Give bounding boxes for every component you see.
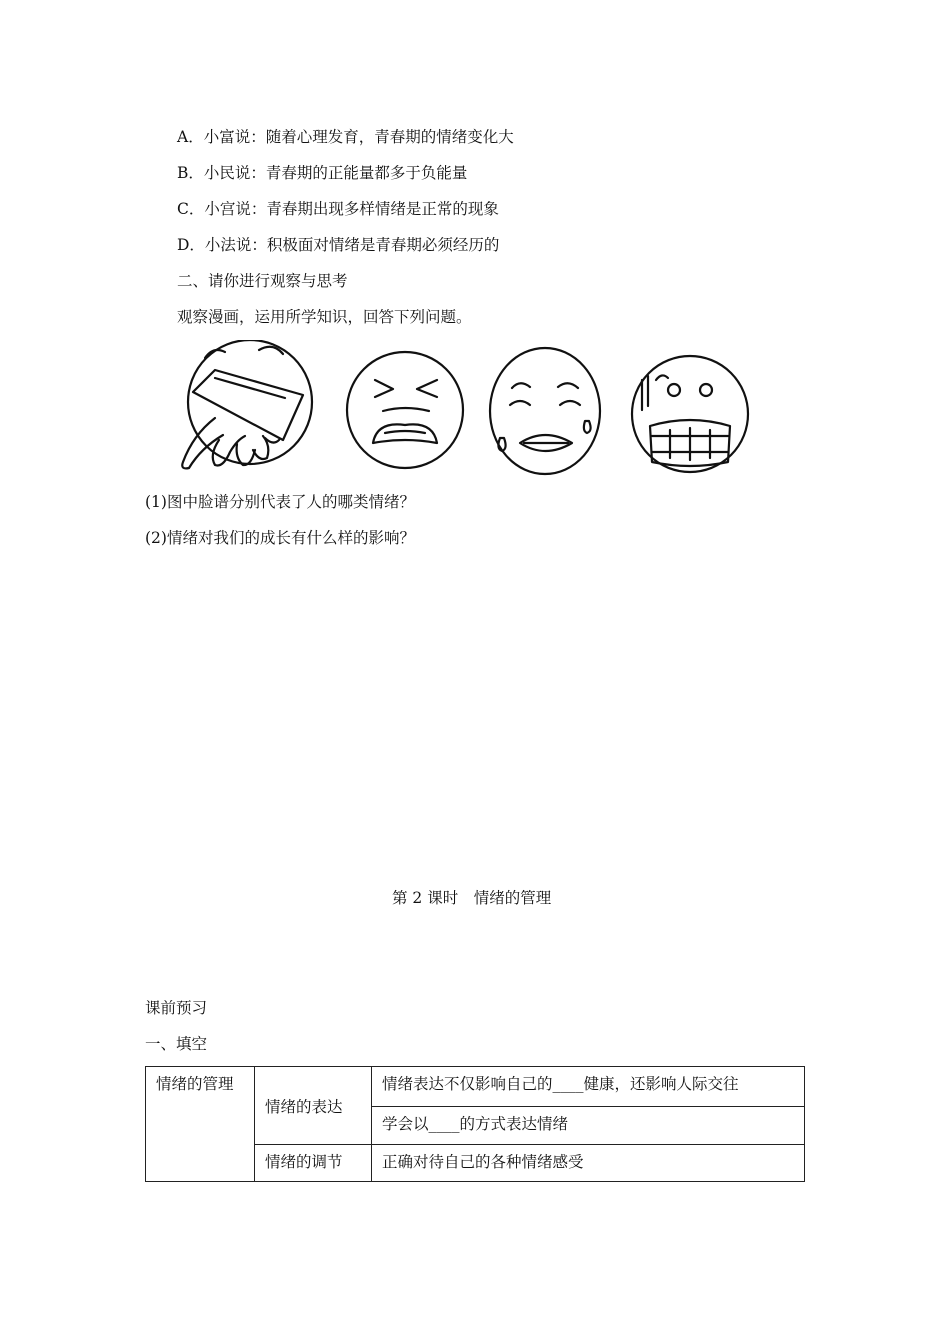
option-c: C．小宫说：青春期出现多样情绪是正常的现象 xyxy=(177,200,499,218)
table-cell-expression-1: 情绪表达不仅影响自己的____健康，还影响人际交往 xyxy=(372,1067,805,1107)
fill-in-table xyxy=(145,1066,805,1182)
table-cell-regulation-1: 正确对待自己的各种情绪感受 xyxy=(372,1145,805,1182)
scared-face-icon xyxy=(632,356,748,472)
question-1: (1)图中脸谱分别代表了人的哪类情绪？ xyxy=(145,493,415,511)
lesson-title: 第 2 课时 情绪的管理 xyxy=(392,889,552,907)
question-2: (2)情绪对我们的成长有什么样的影响？ xyxy=(145,529,415,547)
laughing-face-icon xyxy=(182,340,312,468)
table-root-cell: 情绪的管理 xyxy=(146,1067,255,1182)
fill-heading: 一、填空 xyxy=(145,1035,208,1053)
section2-title: 二、请你进行观察与思考 xyxy=(177,272,348,290)
option-b: B．小民说：青春期的正能量都多于负能量 xyxy=(177,164,468,182)
sad-face-icon xyxy=(490,348,600,474)
table-cell-expression-2: 学会以____的方式表达情绪 xyxy=(372,1107,805,1145)
upset-face-icon xyxy=(347,352,463,468)
preview-heading: 课前预习 xyxy=(145,999,208,1017)
option-d: D．小法说：积极面对情绪是青春期必须经历的 xyxy=(177,236,500,254)
table-branch-expression: 情绪的表达 xyxy=(255,1067,372,1145)
table-branch-regulation: 情绪的调节 xyxy=(255,1145,372,1182)
emotion-faces-illustration xyxy=(175,340,755,480)
section2-intro: 观察漫画，运用所学知识，回答下列问题。 xyxy=(177,308,472,326)
option-a: A．小富说：随着心理发育，青春期的情绪变化大 xyxy=(177,128,514,146)
